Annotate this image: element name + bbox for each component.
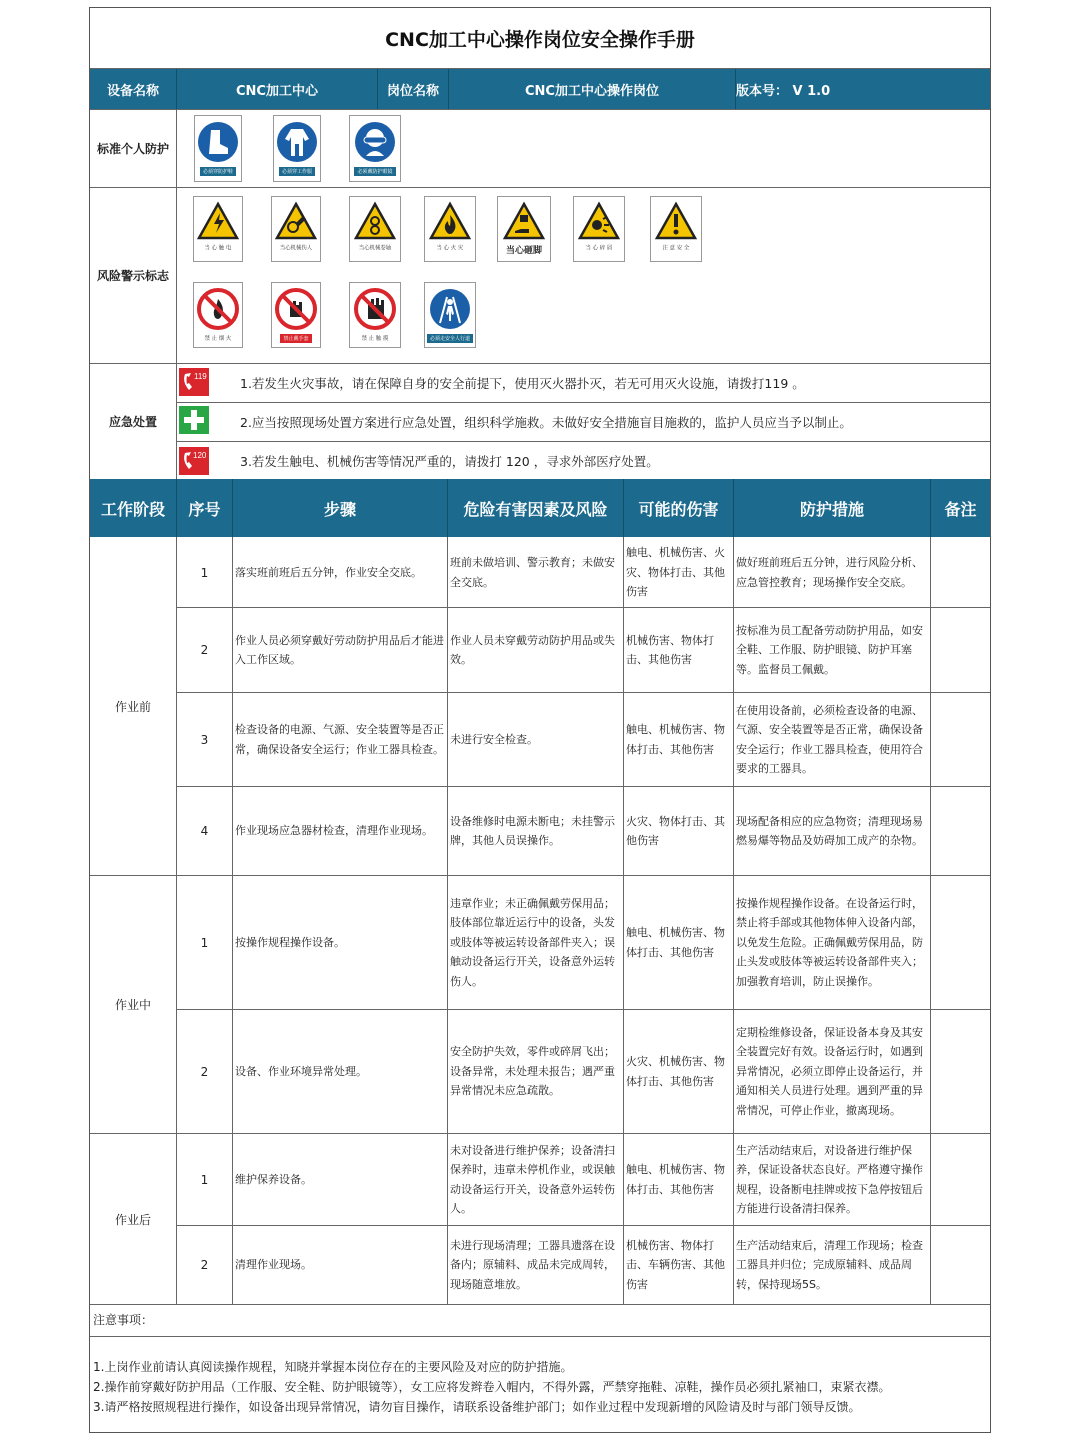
post-label: 岗位名称 [386,83,439,99]
prohibit-sign-touch [349,282,401,348]
row-measure: 生产活动结束后，对设备进行维护保养，保证设备状态良好。严格遵守操作规程，设备断电挂牌或按下急停按钮后方能进行设备清扫保养。 [736,1143,923,1215]
info-bar [90,69,990,109]
emergency-icon-aid [179,406,209,434]
prohibit-sign-gloves [271,282,321,348]
risk-label: 风险警示标志 [96,269,169,283]
sign-caption: 当心砸脚 [505,246,542,256]
row-measure: 做好班前班后五分钟，进行风险分析、应急管控教育；现场操作安全交底。 [736,556,923,589]
entanglement-warning-icon [354,201,396,241]
ppe-label: 标准个人防护 [96,142,169,156]
safety-manual-sheet [89,7,991,1433]
page-title: CNC加工中心操作岗位安全操作手册 [385,28,695,51]
row-no: 1 [200,935,209,950]
emergency-icon-120 [179,447,209,475]
row-injury: 触电、机械伤害、物体打击、其他伤害 [626,723,725,756]
header-no: 序号 [177,479,232,537]
row-injury: 火灾、机械伤害、物体打击、其他伤害 [626,1055,725,1088]
sign-caption: 禁 止 触 摸 [361,335,389,342]
row-hazard: 未对设备进行维护保养；设备清扫保养时，违章未停机作业，或误触动设备运行开关，设备意外运转伤人。 [450,1143,615,1215]
row-hazard: 未进行现场清理；工器具遗落在设备内；原辅料、成品未完成周转，现场随意堆放。 [450,1238,615,1291]
stage-after: 作业后 [114,1212,151,1227]
row-injury: 触电、机械伤害、火灾、物体打击、其他伤害 [626,546,725,599]
mechanical-injury-warning-icon [275,201,317,241]
no-gloves-icon [274,287,318,331]
row-injury: 机械伤害、物体打击、其他伤害 [626,633,714,666]
row-measure: 按标准为员工配备劳动防护用品，如安全鞋、工作服、防护眼镜、防护耳塞等。监督员工佩戴。 [736,623,923,676]
header-stage: 工作阶段 [90,479,176,537]
work-clothes-icon [275,120,319,164]
row-no: 1 [200,565,209,580]
warning-sign-entangle [349,196,401,262]
row-step: 作业现场应急器材检查，清理作业现场。 [235,824,433,838]
phone-120-icon [179,447,209,475]
notes-label: 注意事项： [93,1313,154,1327]
equipment-label: 设备名称 [106,83,159,99]
row-measure: 生产活动结束后，清理工作现场；检查工器具并归位；完成原辅料、成品周转，保持现场5S。 [736,1238,923,1291]
emergency-label: 应急处置 [108,415,157,429]
row-step: 作业人员必须穿戴好劳动防护用品后才能进入工作区域。 [235,633,444,666]
warning-sign-debris [573,196,625,262]
warning-sign-mechanical [271,196,321,262]
row-measure: 定期检维修设备，保证设备本身及其安全装置完好有效。设备运行时，如遇到异常情况，必须立即停止设备运行，并通知相关人员进行处理。遇到严重的异常情况，可停止作业，撤离现场。 [736,1025,923,1117]
header-hazard: 危险有害因素及风险 [448,479,623,537]
warning-sign-feet [497,196,551,262]
header-injury: 可能的伤害 [624,479,733,537]
row-step: 检查设备的电源、气源、安全装置等是否正常，确保设备安全运行；作业工器具检查。 [235,723,444,756]
ppe-caption: 必须穿工作服 [279,167,315,176]
version-label: 版本号： V 1.0 [736,83,831,99]
sign-caption: 当 心 触 电 [204,245,232,252]
row-no: 4 [200,824,209,838]
row-no: 2 [200,1064,209,1079]
header-step: 步骤 [233,479,447,537]
row-no: 2 [200,1258,209,1272]
fire-warning-icon [429,201,471,241]
row-no: 1 [200,1172,209,1187]
note-item-1: 1.上岗作业前请认真阅读操作规程，知晓并掌握本岗位存在的主要风险及对应的防护措施。 [93,1360,573,1374]
row-no: 2 [200,643,209,657]
electric-shock-warning-icon [197,201,239,241]
row-measure: 现场配备相应的应急物资；清理现场易燃易爆等物品及妨碍加工成产的杂物。 [736,814,923,847]
emergency-text-3: 3.若发生触电、机械伤害等情况严重的，请拨打 120 ，寻求外部医疗处置。 [240,453,659,469]
ppe-caption: 必须穿防护鞋 [200,167,236,176]
ppe-sign-goggles [349,115,401,182]
goggles-icon [353,120,397,164]
caution-warning-icon [655,201,697,241]
ppe-sign-boots [194,115,242,182]
note-item-3: 3.请严格按照规程进行操作，如设备出现异常情况，请勿盲目操作，请联系设备维护部门；如作业过程中发现新增的风险请及时与部门领导反馈。 [93,1400,861,1414]
emergency-icon-119 [179,368,209,396]
prohibit-sign-fire [193,282,243,348]
row-step: 按操作规程操作设备。 [235,935,345,949]
no-fire-icon [196,287,240,331]
header-measure: 防护措施 [734,479,930,537]
emergency-text-2: 2.应当按照现场处置方案进行应急处置，组织科学施救。未做好安全措施盲目施救的，监护人员应当予以制止。 [240,415,852,430]
stage-before: 作业前 [114,700,151,714]
sign-caption: 当心机械卷轴 [358,245,392,252]
row-hazard: 设备维修时电源未断电；未挂警示牌，其他人员误操作。 [450,814,615,847]
post-value: CNC加工中心操作岗位 [525,83,659,99]
row-injury: 机械伤害、物体打击、车辆伤害、其他伤害 [626,1238,725,1291]
emergency-badge: 119 [194,372,207,381]
sign-caption: 当 心 火 灾 [436,245,464,252]
row-step: 落实班前班后五分钟，作业安全交底。 [235,565,422,579]
row-step: 清理作业现场。 [235,1258,312,1272]
row-step: 维护保养设备。 [235,1172,312,1186]
phone-119-icon [179,368,209,396]
debris-warning-icon [578,201,620,241]
safety-passage-icon [428,287,472,331]
emergency-text-1: 1.若发生火灾事故，请在保障自身的安全前提下，使用灭火器扑灭，若无可用灭火设施，请拨打119 。 [240,376,805,391]
stage-during: 作业中 [114,998,151,1012]
sign-caption: 当 心 碎 屑 [585,245,613,252]
row-measure: 在使用设备前，必须检查设备的电源、气源、安全装置等是否正常，确保设备安全运行；作业工器具检查，使用符合要求的工器具。 [736,703,923,775]
row-injury: 触电、机械伤害、物体打击、其他伤害 [626,926,725,959]
row-hazard: 作业人员未穿戴劳动防护用品或失效。 [450,633,615,666]
sign-caption: 当心机械伤人 [279,245,313,252]
first-aid-icon [179,406,209,434]
emergency-badge: 120 [193,451,207,460]
warning-sign-shock [193,196,243,262]
sign-caption: 必须走安全人行道 [427,334,473,343]
row-measure: 按操作规程操作设备。在设备运行时，禁止将手部或其他物体伸入设备内部，以免发生危险。正确佩戴劳保用品，防止头发或肢体等被运转设备部件夹入；加强教育培训，防止误操作。 [736,896,923,988]
safety-boots-icon [196,120,240,164]
row-hazard: 违章作业；未正确佩戴劳保用品；肢体部位靠近运行中的设备，头发或肢体等被运转设备部件夹入；误触动设备运行开关，设备意外运转伤人。 [450,896,615,988]
warning-sign-fire [424,196,476,262]
sign-caption: 禁 止 烟 火 [204,335,232,342]
row-injury: 火灾、物体打击、其他伤害 [626,814,725,847]
mandatory-sign-passage [424,282,476,348]
row-hazard: 安全防护失效，零件或碎屑飞出；设备异常，未处理未报告；遇严重异常情况未应急疏散。 [450,1045,615,1098]
row-hazard: 未进行安全检查。 [450,732,538,746]
sign-caption: 注 意 安 全 [662,245,690,252]
sign-caption: 禁止戴手套 [280,334,311,343]
ppe-caption: 必须戴防护眼镜 [354,167,395,176]
header-remark: 备注 [931,479,990,537]
row-no: 3 [200,732,209,747]
warning-sign-caution [650,196,702,262]
ppe-sign-clothes [273,115,321,182]
row-step: 设备、作业环境异常处理。 [235,1064,367,1078]
no-touch-icon [353,287,397,331]
row-injury: 触电、机械伤害、物体打击、其他伤害 [626,1163,725,1196]
note-item-2: 2.操作前穿戴好防护用品（工作服、安全鞋、防护眼镜等），女工应将发辫卷入帽内，不得外露，严禁穿拖鞋、凉鞋，操作员必须扎紧袖口，束紧衣襟。 [93,1380,891,1394]
falling-object-warning-icon [503,201,545,241]
row-hazard: 班前未做培训、警示教育；未做安全交底。 [450,556,615,589]
equipment-value: CNC加工中心 [236,83,318,99]
